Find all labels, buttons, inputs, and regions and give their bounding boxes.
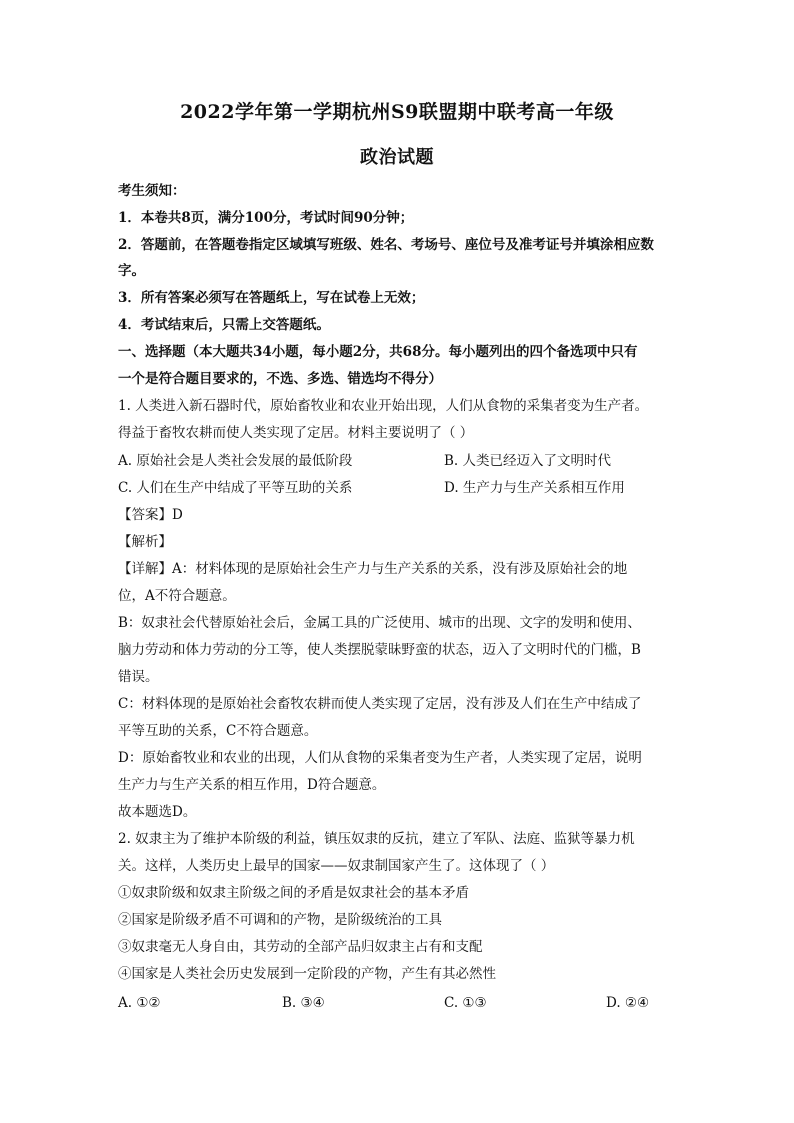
notice-heading: 考生须知： <box>118 183 186 199</box>
q1-answer: 【答案】D <box>118 507 183 523</box>
q2-option-b: B. ③④ <box>282 995 325 1011</box>
q1-detail-line: 错误。 <box>118 669 159 685</box>
exam-subtitle: 政治试题 <box>360 147 434 168</box>
q1-stem: 1. 人类进入新石器时代，原始畜牧业和农业开始出现，人们从食物的采集者变为生产者。 <box>118 398 649 414</box>
q1-detail-line: 平等互助的关系，C不符合题意。 <box>118 723 318 739</box>
notice-item: 3．所有答案必须写在答题纸上，写在试卷上无效； <box>118 290 425 306</box>
q1-option-b: B. 人类已经迈入了文明时代 <box>444 453 612 469</box>
q1-detail-line: 位，A不符合题意。 <box>118 588 236 604</box>
q2-statement: ③奴隶毫无人身自由，其劳动的全部产品归奴隶主占有和支配 <box>118 939 483 955</box>
notice-item: 2．答题前，在答题卷指定区域填写班级、姓名、考场号、座位号及准考证号并填涂相应数 <box>118 237 654 253</box>
q2-statement: ①奴隶阶级和奴隶主阶级之间的矛盾是奴隶社会的基本矛盾 <box>118 885 469 901</box>
exam-title: 2022学年第一学期杭州S9联盟期中联考高一年级 <box>180 101 614 123</box>
q1-stem-cont: 得益于畜牧农耕而使人类实现了定居。材料主要说明了（ ） <box>118 425 474 441</box>
q2-statement: ④国家是人类社会历史发展到一定阶段的产物，产生有其必然性 <box>118 966 496 982</box>
notice-item: 4．考试结束后，只需上交答题纸。 <box>118 317 330 333</box>
q2-statement: ②国家是阶级矛盾不可调和的产物，是阶级统治的工具 <box>118 912 442 928</box>
q1-detail-line: C：材料体现的是原始社会畜牧农耕而使人类实现了定居，没有涉及人们在生产中结成了 <box>118 696 642 712</box>
q2-option-d: D. ②④ <box>606 995 650 1011</box>
notice-item: 1．本卷共8页，满分100分，考试时间90分钟； <box>118 210 414 226</box>
q1-option-a: A. 原始社会是人类社会发展的最低阶段 <box>118 453 353 469</box>
q2-option-a: A. ①② <box>118 995 161 1011</box>
q1-detail-line: 【详解】A：材料体现的是原始社会生产力与生产关系的关系，没有涉及原始社会的地 <box>118 561 628 577</box>
notice-item: 字。 <box>118 263 145 279</box>
q1-detail-line: 脑力劳动和体力劳动的分工等，使人类摆脱蒙昧野蛮的状态，迈入了文明时代的门槛，B <box>118 642 641 658</box>
q2-stem: 2. 奴隶主为了维护本阶级的利益，镇压奴隶的反抗，建立了军队、法庭、监狱等暴力机 <box>118 831 635 847</box>
q1-detail-line: D：原始畜牧业和农业的出现，人们从食物的采集者变为生产者，人类实现了定居，说明 <box>118 750 642 766</box>
q1-option-d: D. 生产力与生产关系相互作用 <box>444 480 625 496</box>
q1-analysis-label: 【解析】 <box>118 534 172 550</box>
section-heading: 一、选择题（本大题共34小题，每小题2分，共68分。每小题列出的四个备选项中只有 <box>118 344 638 360</box>
q2-stem-cont: 关。这样，人类历史上最早的国家——奴隶制国家产生了。这体现了（ ） <box>118 858 555 874</box>
q1-detail-line: 生产力与生产关系的相互作用，D符合题意。 <box>118 777 386 793</box>
section-heading-cont: 一个是符合题目要求的，不选、多选、错选均不得分） <box>118 371 442 387</box>
q1-detail-line: B：奴隶社会代替原始社会后，金属工具的广泛使用、城市的出现、文字的发明和使用、 <box>118 615 641 631</box>
q1-option-c: C. 人们在生产中结成了平等互助的关系 <box>118 480 353 496</box>
q1-detail-line: 故本题选D。 <box>118 804 197 820</box>
q2-option-c: C. ①③ <box>444 995 487 1011</box>
